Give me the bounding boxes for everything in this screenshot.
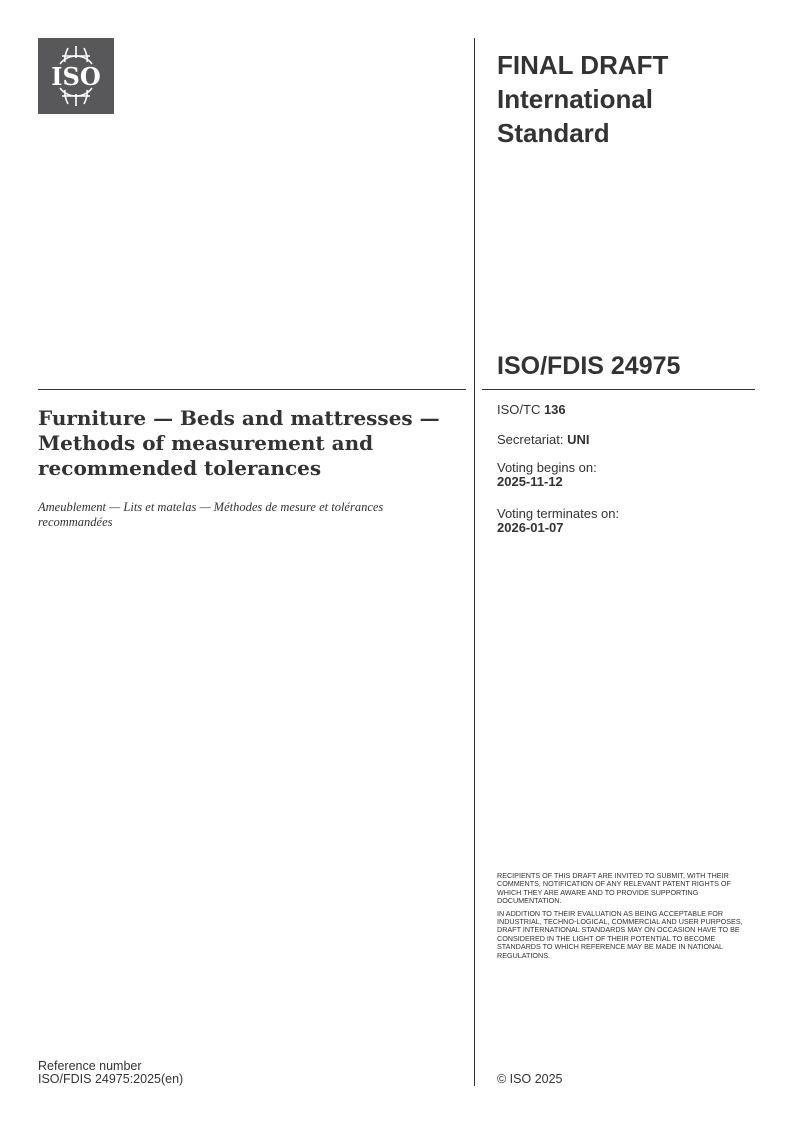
type-line-2: Standard: [497, 118, 610, 148]
document-title: Furniture — Beds and mattresses — Methods of measurement and recommended tolerances: [38, 406, 440, 480]
tc-value: 136: [543, 402, 566, 417]
type-line-1: International: [497, 84, 654, 114]
notice-paragraph-1: RECIPIENTS OF THIS DRAFT ARE INVITED TO SUBMIT, WITH THEIR COMMENTS, NOTIFICATION OF ANY RELEVANT PATENT RIGHTS OF WHICH THEY ARE AWARE AND TO PROVIDE SUPPORTING DOCUMENTATION.: [497, 871, 731, 906]
reference-number: [38, 1060, 183, 1086]
svg-text:ISO: ISO: [51, 62, 101, 91]
rule-right: [482, 389, 755, 390]
voting-begins-label: Voting begins on:: [497, 460, 597, 475]
globe-icon: [38, 38, 114, 114]
document-subtitle-fr: Ameublement — Lits et matelas — Méthodes de mesure et tolérances recommandées: [38, 500, 384, 529]
document-stage: [497, 48, 668, 150]
iso-logo: [38, 38, 114, 114]
column-divider: [474, 38, 475, 1086]
voting-ends-date: 2026-01-07: [497, 520, 564, 535]
secretariat-label: Secretariat:: [497, 432, 568, 447]
secretariat-value: UNI: [567, 432, 590, 447]
voting-ends-label: Voting terminates on:: [497, 506, 620, 521]
technical-committee: [497, 403, 566, 417]
secretariat: [497, 433, 589, 447]
rule-left: [38, 389, 466, 390]
draft-notice: [497, 872, 757, 964]
copyright: © ISO 2025: [497, 1072, 563, 1086]
voting-ends: [497, 507, 619, 535]
document-number: ISO/FDIS 24975: [497, 352, 681, 380]
reference-value: ISO/FDIS 24975:2025(en): [38, 1072, 184, 1086]
stage-line: FINAL DRAFT: [497, 50, 669, 80]
notice-paragraph-2: IN ADDITION TO THEIR EVALUATION AS BEING ACCEPTABLE FOR INDUSTRIAL, TECHNO-LOGICAL, COMMERCIAL AND USER PURPOSES, DRAFT INTERNATIONAL STANDARDS MAY ON OCCASION HAVE TO BE CONSIDERED IN THE LIGHT OF THEIR POTENTIAL TO BECOME STANDARDS TO WHICH REFERENCE MAY BE MADE IN NATIONAL REGULATIONS.: [497, 908, 743, 960]
reference-label: Reference number: [38, 1059, 142, 1073]
voting-begins-date: 2025-11-12: [497, 474, 563, 489]
tc-label: ISO/TC: [497, 402, 544, 417]
voting-begins: [497, 461, 597, 489]
